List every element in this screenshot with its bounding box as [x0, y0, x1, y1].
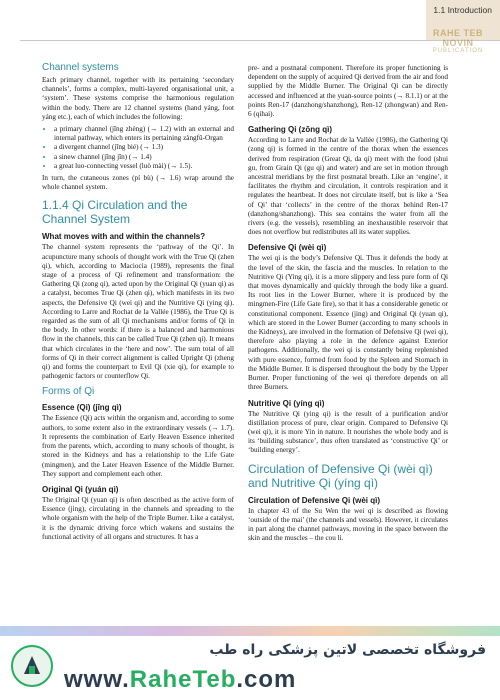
store-logo-icon: [10, 644, 54, 688]
page-header: [0, 0, 500, 52]
publisher-watermark: [418, 16, 498, 56]
defensive-qi-paragraph: The wei qi is the body’s Defensive Qi. Thus it defends the body at the level of the skin, the fascia and the muscles. In relation to the Nutritive Qi (Ying qi), it is a more slippery and less pure form of Qi that moves dynamically and quickly through the body like a guard. Its root lies in the Lower Burner, where it is produced by the mingmen-Fire (Life Gate fire), so that it has a considerable genetic or constitutional component. Essence (jing) and Original Qi (yuan qi), which are stored in the Lower Burner (according to many schools in the Kidneys), are involved in the formation of Defensive Qi (wei qi), therefore also playing a role in the defence against Exterior pathogens. Additionally, the wei qi is constantly being replenished with pure essence, formed from food by the Spleen and Stomach in the Middle Burner. It is dispersed throughout the body by the Upper Burner. Proper functioning of the wei qi therefore depends on all three Burners.: [248, 254, 448, 392]
nutritive-qi-heading: Nutritive Qi (yíng qì): [248, 398, 325, 408]
url-prefix: www.: [64, 666, 130, 693]
list-item: • a great luo-connecting vessel (luò mài) (→ 1.5).: [54, 162, 234, 171]
circulation-heading: Circulation of Defensive Qi (wèi qì) and Nutritive Qi (yíng qì): [248, 461, 433, 490]
what-moves-paragraph: The channel system represents the ‘pathway of the Qi’. In acupuncture many schools of thought work with the True Qi (zhen qi), which, according to Maciocia (1989), represents the final stage of a process of Qi refinement and transformation: the Gathering Qi (zong qi), acted upon by the Original Qi (yuan qi) as a catalyst, becomes True Qi (zhen qi), which manifests in its two aspects, the Defensive Qi (wei qi) and the Nutritive Qi (ying qi). According to Larre and Rochat de la Vallée (1986), the True Qi is regarded as the sum of all Qi mechanisms and/or forms of Qi in the body. In other words: if there is a balanced and harmonious flow in the channels, this can be called True Qi (zhen qi). It means that which circulates in the ‘here and now’. The sum total of all forms of Qi in their correct alignment is called Upright Qi (zheng qi) and forms the counterpart to Evil Qi (xie qi), for example to pathogenic factors or counterflow Qi.: [42, 243, 234, 381]
store-url-link[interactable]: [64, 666, 296, 694]
channel-systems-heading: Channel systems: [42, 62, 119, 73]
url-suffix: .com: [236, 666, 297, 693]
original-qi-continued-paragraph: pre- and a postnatal component. Therefore its proper functioning is dependent on the supply of acquired Qi derived from the air and food supplied by the Middle Burner. The Original Qi can be directly accessed and influenced at the yuan-source points (→ 8.1.1) or at the points Ren-17 (danzhong/shanzhong), Ren-12 (zhongwan) and Ren-6 (qihai).: [248, 64, 448, 119]
list-item: • a primary channel (jīng zhèng) (→ 1.2) with an external and internal pathway, which enters its pertaining zàngfǔ-Organ: [54, 125, 234, 143]
what-moves-heading: What moves with and within the channels?: [42, 232, 206, 242]
right-column: [248, 64, 448, 546]
banner-color-bar: [0, 626, 500, 636]
channel-systems-paragraph-2: In turn, the cutaneous zones (pí bù) (→ 1.6) wrap around the whole channel system.: [42, 174, 234, 192]
list-item: • a divergent channel (jīng bié) (→ 1.3): [54, 143, 234, 152]
original-qi-heading: Original Qi (yuán qì): [42, 484, 119, 494]
circulation-subheading: Circulation of Defensive Qi (wèi qì): [248, 495, 381, 505]
section-heading: 1.1.4 Qi Circulation and the Channel System: [42, 198, 188, 227]
list-item: • a sinew channel (jīng jīn) (→ 1.4): [54, 153, 234, 162]
channel-components-list: [48, 125, 234, 171]
gathering-qi-heading: Gathering Qi (zōng qì): [248, 125, 332, 135]
watermark-line2: PUBLICATION: [432, 48, 484, 54]
left-column: [42, 62, 234, 545]
channel-systems-paragraph-1: Each primary channel, together with its pertaining ‘secondary channels’, forms a complex, multi-layered organisational unit, a ‘system’. These systems comprise the harmonious regulation within the body. There are 12 channel systems (hand yáng, foot yáng etc.), each of which includes the following:: [42, 76, 234, 121]
essence-heading: Essence (Qi) (jīng qì): [42, 403, 122, 413]
defensive-qi-heading: Defensive Qi (wèi qì): [248, 243, 327, 253]
forms-of-qi-heading: Forms of Qi: [42, 386, 95, 398]
running-section-label: 1.1 Introduction: [433, 5, 492, 15]
store-banner[interactable]: [0, 626, 500, 700]
watermark-line1: RAHE TEB NOVIN: [432, 28, 483, 48]
gathering-qi-paragraph: According to Larre and Rochat de la Vallée (1986), the Gathering Qi (zong qi) is formed in the centre of the thorax when the essences derived from respiration (Great Qi, da qi) meet with the food (shui gu, from Grain Qi (gu qi) and water) and are set in motion through ancestral meridians by the first postnatal breath. Like an ‘engine’, it facilitates the rhythm and circulation, it controls respiration and it regulates the heartbeat. It does not circulate itself, but is like a ‘Sea of Qi’ that ‘collects’ in the centre of the thorax behind Ren-17 (danzhong/shanzhong). This sea contains the water from all the rivers (e.g. the vessels), resembling an inexhaustible reservoir that does not overflow but redistributes all its water supplies.: [248, 136, 448, 237]
nutritive-qi-paragraph: The Nutritive Qi (ying qi) is the result of a purification and/or distillation process of pure, clear origin. Compared to Defensive Qi (wei qi), it is more Yin in nature. It nourishes the whole body and is its ‘building substance’, thus often translated as ‘constructive Qi’ or ‘building energy’.: [248, 409, 448, 455]
store-persian-name: فروشگاه تخصصی لاتین پزشکی راه طب: [209, 642, 486, 658]
url-domain: RaheTeb: [129, 666, 237, 693]
original-qi-paragraph: The Original Qi (yuan qi) is often described as the active form of Essence (jing), circulating in the channels and spreading to the whole organism with the help of the Triple Burner. Like a catalyst, it is the dynamic driving force which wakens and sustains the functional activity of all organs and structures. It has a: [42, 495, 234, 541]
essence-paragraph: The Essence (Qi) acts within the organism and, according to some authors, to some extent also in the extraordinary vessels (→ 1.7). It represents the combination of Early Heaven Essence inherited from the parents, which, according to many schools of thought, is stored in the Kidneys and has a relationship to the Life Gate (mingmen), and the Later Heaven Essence of the Middle Burner. They support and complement each other.: [42, 414, 234, 478]
circulation-paragraph: In chapter 43 of the Su Wen the wei qi is described as flowing ‘outside of the mai’ (the channels and vessels). However, it circulates in part along the channel pathways, moving in the space between the skin and the muscles – the cou li.: [248, 506, 448, 543]
